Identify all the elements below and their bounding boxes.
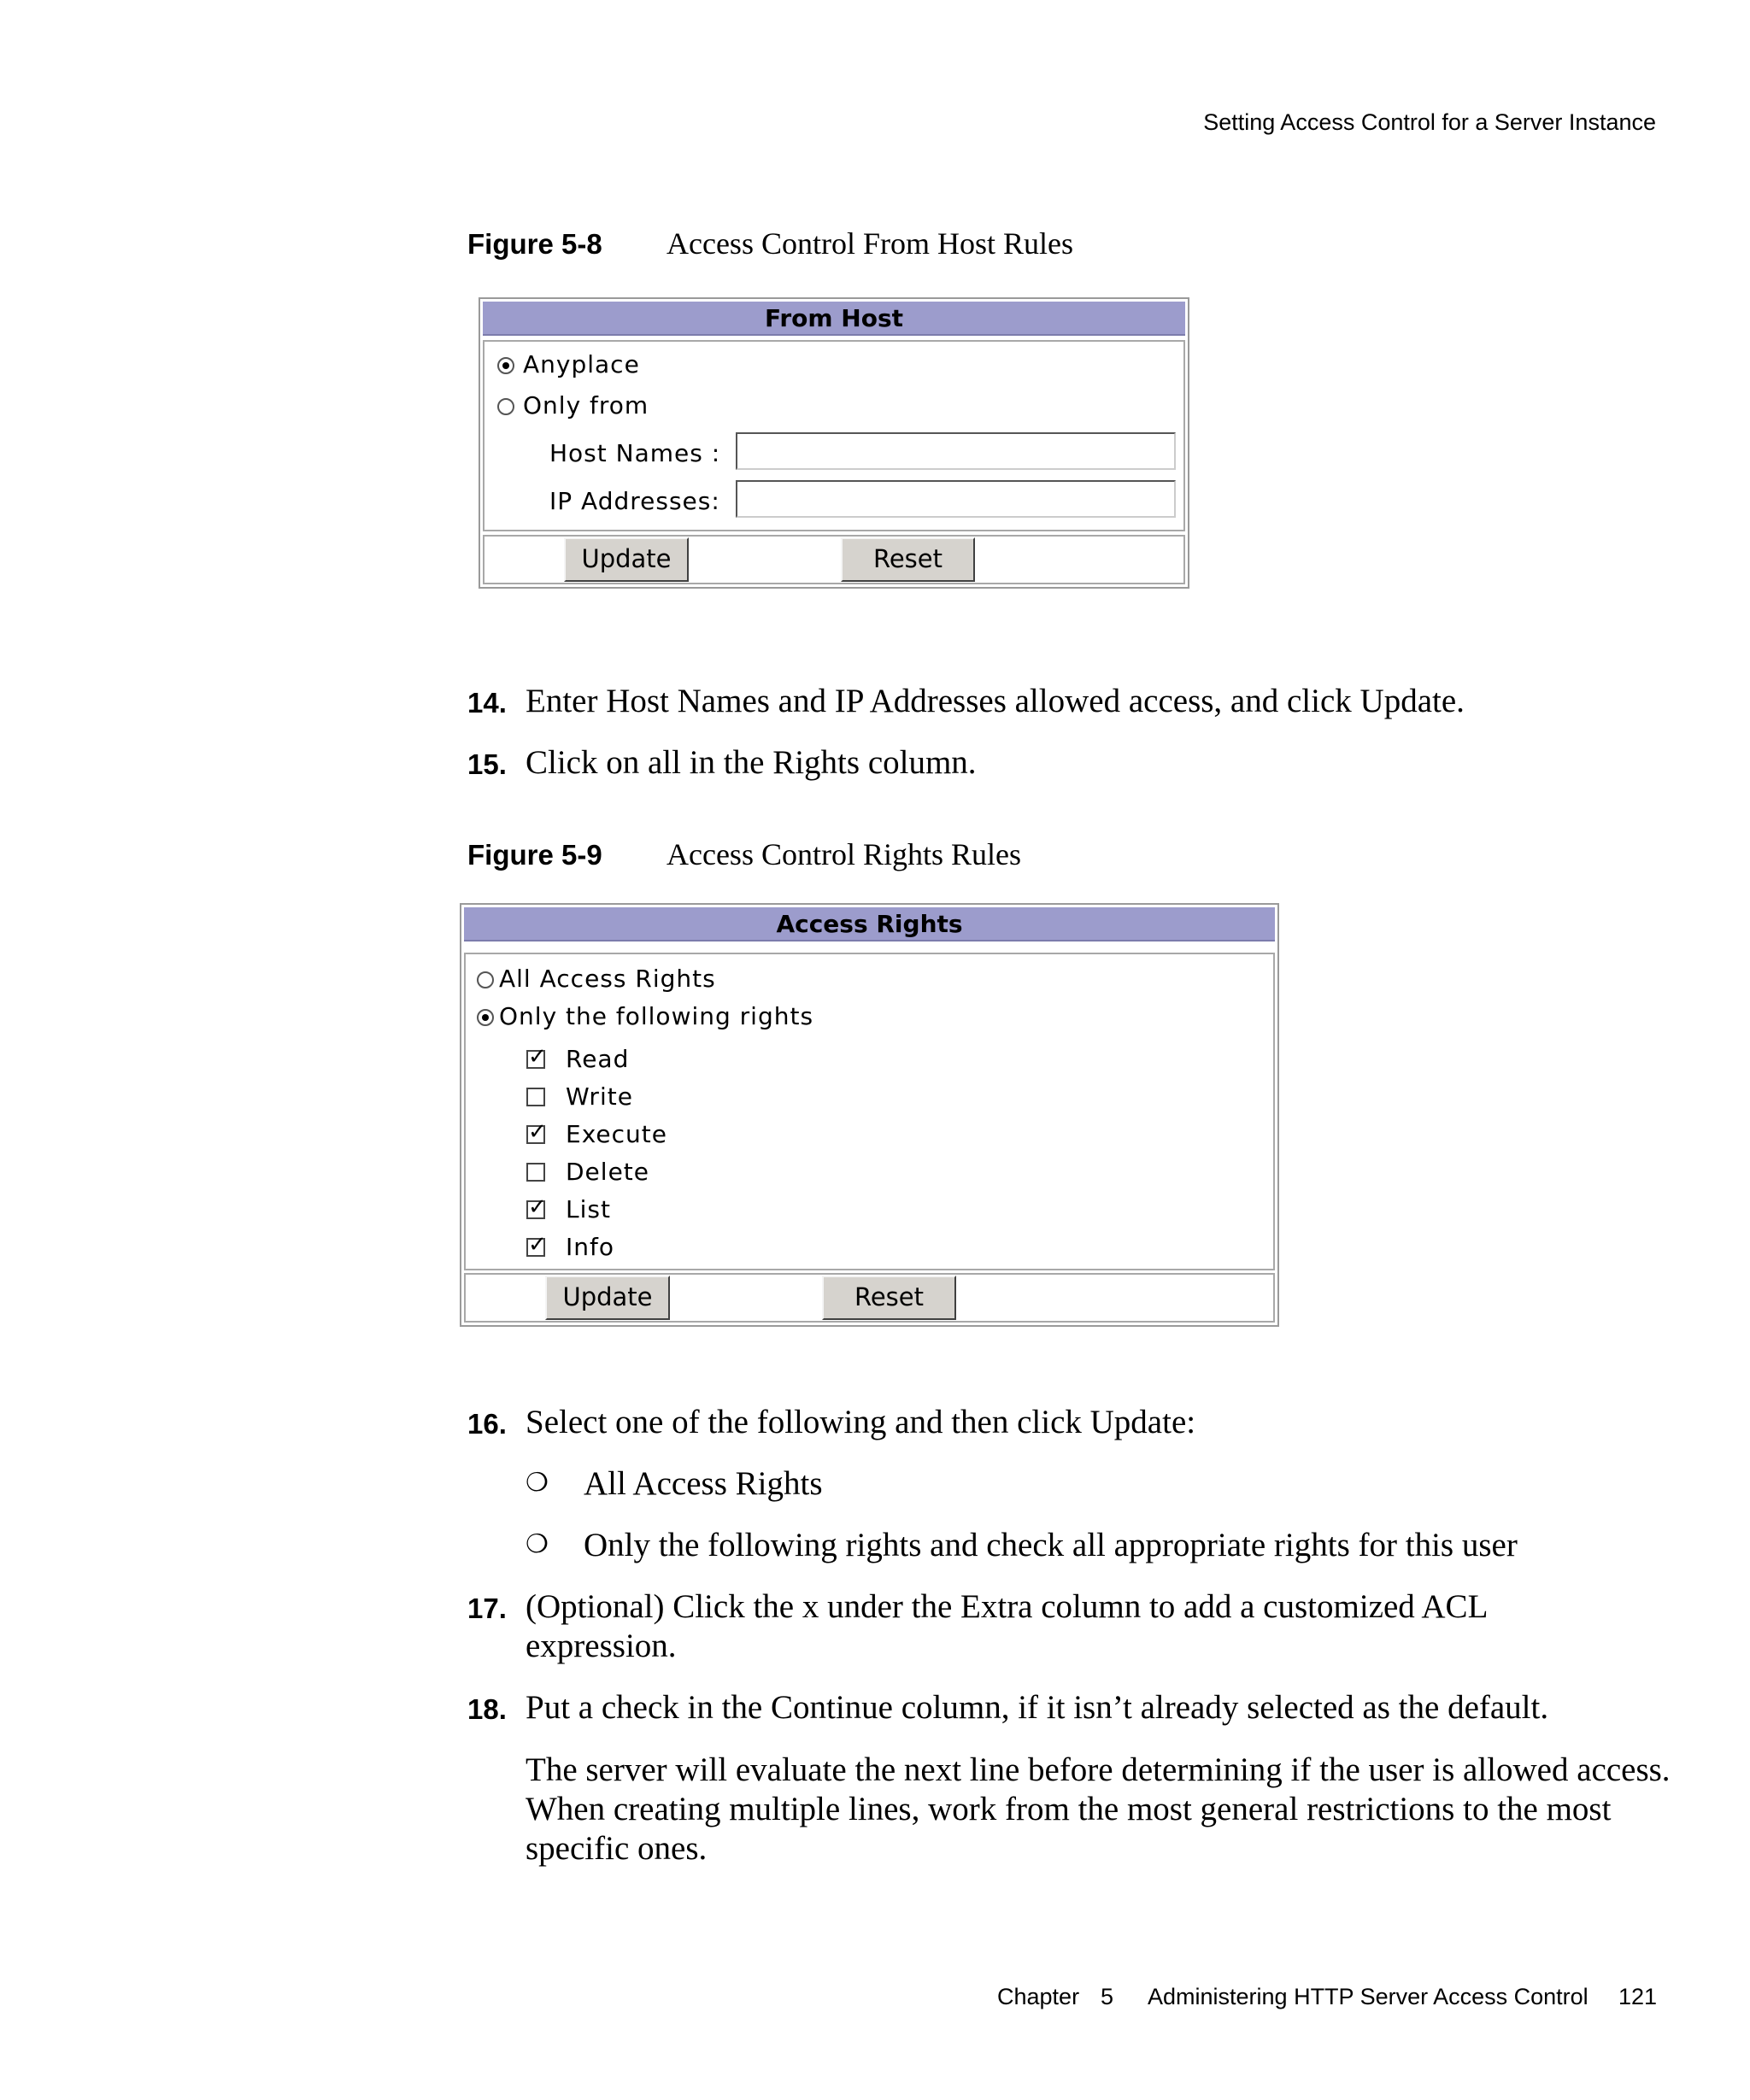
ip-addresses-label: IP Addresses: bbox=[549, 487, 720, 515]
anyplace-label: Anyplace bbox=[523, 350, 640, 378]
bullet-text: All Access Rights bbox=[584, 1465, 823, 1502]
right-read-row[interactable] bbox=[526, 1045, 629, 1073]
step-text: (Optional) Click the x under the Extra column to add a customized ACL expression. bbox=[526, 1588, 1487, 1664]
update-button[interactable]: Update bbox=[545, 1276, 670, 1320]
figure-caption bbox=[467, 836, 1021, 872]
all-access-radio-row[interactable] bbox=[477, 965, 716, 993]
only-following-radio-row[interactable] bbox=[477, 1002, 813, 1030]
access-rights-panel bbox=[460, 903, 1279, 1327]
all-access-label: All Access Rights bbox=[499, 965, 716, 993]
right-write-row[interactable] bbox=[526, 1082, 633, 1111]
only-following-radio[interactable] bbox=[477, 1009, 494, 1026]
figure-title: Access Control Rights Rules bbox=[667, 837, 1021, 871]
running-head: Setting Access Control for a Server Instance bbox=[1203, 109, 1656, 135]
right-execute-checkbox[interactable] bbox=[526, 1125, 545, 1144]
anyplace-radio-row[interactable] bbox=[497, 350, 640, 378]
footer-chapter: Chapter bbox=[997, 1984, 1080, 2009]
right-delete-row[interactable] bbox=[526, 1158, 649, 1186]
figure-title: Access Control From Host Rules bbox=[667, 226, 1073, 261]
right-label: Read bbox=[566, 1045, 630, 1073]
right-info-checkbox[interactable] bbox=[526, 1238, 545, 1257]
step-text: Enter Host Names and IP Addresses allowed access, and click Update. bbox=[526, 683, 1465, 719]
step-18-paragraph: The server will evaluate the next line before determining if the user is allowed access. When creating multiple lines, work from the most general restrictions to the most specific ones. bbox=[526, 1751, 1671, 1867]
right-label: Info bbox=[566, 1233, 614, 1261]
host-names-input[interactable] bbox=[736, 432, 1176, 470]
anyplace-radio[interactable] bbox=[497, 357, 514, 374]
right-execute-row[interactable] bbox=[526, 1120, 667, 1148]
update-button[interactable]: Update bbox=[564, 537, 689, 582]
all-access-radio[interactable] bbox=[477, 971, 494, 988]
step-text: Click on all in the Rights column. bbox=[526, 744, 977, 781]
footer-chapter-number: 5 bbox=[1101, 1984, 1114, 2009]
panel-header: From Host bbox=[483, 302, 1185, 336]
reset-button[interactable]: Reset bbox=[822, 1276, 956, 1320]
step-number: 15. bbox=[467, 748, 507, 780]
step-text: Put a check in the Continue column, if it isn’t already selected as the default. bbox=[526, 1689, 1549, 1726]
right-info-row[interactable] bbox=[526, 1233, 614, 1261]
only-from-label: Only from bbox=[523, 391, 649, 419]
step-number: 17. bbox=[467, 1593, 507, 1624]
footer-chapter-title: Administering HTTP Server Access Control bbox=[1148, 1984, 1589, 2009]
step-number: 16. bbox=[467, 1408, 507, 1440]
figure-number: Figure 5-8 bbox=[467, 228, 602, 260]
page-number: 121 bbox=[1618, 1984, 1658, 2009]
only-following-label: Only the following rights bbox=[499, 1002, 814, 1030]
bullet-marker: ❍ bbox=[526, 1530, 549, 1558]
step-text: Select one of the following and then click Update: bbox=[526, 1404, 1196, 1440]
figure-number: Figure 5-9 bbox=[467, 839, 602, 871]
bullet-marker: ❍ bbox=[526, 1469, 549, 1497]
right-list-row[interactable] bbox=[526, 1195, 611, 1223]
right-label: Execute bbox=[566, 1120, 667, 1148]
right-delete-checkbox[interactable] bbox=[526, 1163, 545, 1182]
figure-caption bbox=[467, 226, 1073, 261]
right-label: List bbox=[566, 1195, 611, 1223]
panel-header: Access Rights bbox=[464, 907, 1275, 941]
from-host-panel bbox=[479, 297, 1189, 589]
right-label: Write bbox=[566, 1082, 633, 1111]
reset-button[interactable]: Reset bbox=[841, 537, 975, 582]
step-number: 18. bbox=[467, 1693, 507, 1725]
bullet-text: Only the following rights and check all appropriate rights for this user bbox=[584, 1527, 1518, 1563]
right-list-checkbox[interactable] bbox=[526, 1200, 545, 1219]
right-write-checkbox[interactable] bbox=[526, 1088, 545, 1106]
right-read-checkbox[interactable] bbox=[526, 1050, 545, 1069]
right-label: Delete bbox=[566, 1158, 649, 1186]
host-names-label: Host Names : bbox=[549, 439, 721, 467]
only-from-radio[interactable] bbox=[497, 398, 514, 415]
ip-addresses-input[interactable] bbox=[736, 480, 1176, 518]
step-number: 14. bbox=[467, 687, 507, 719]
only-from-radio-row[interactable] bbox=[497, 391, 649, 419]
